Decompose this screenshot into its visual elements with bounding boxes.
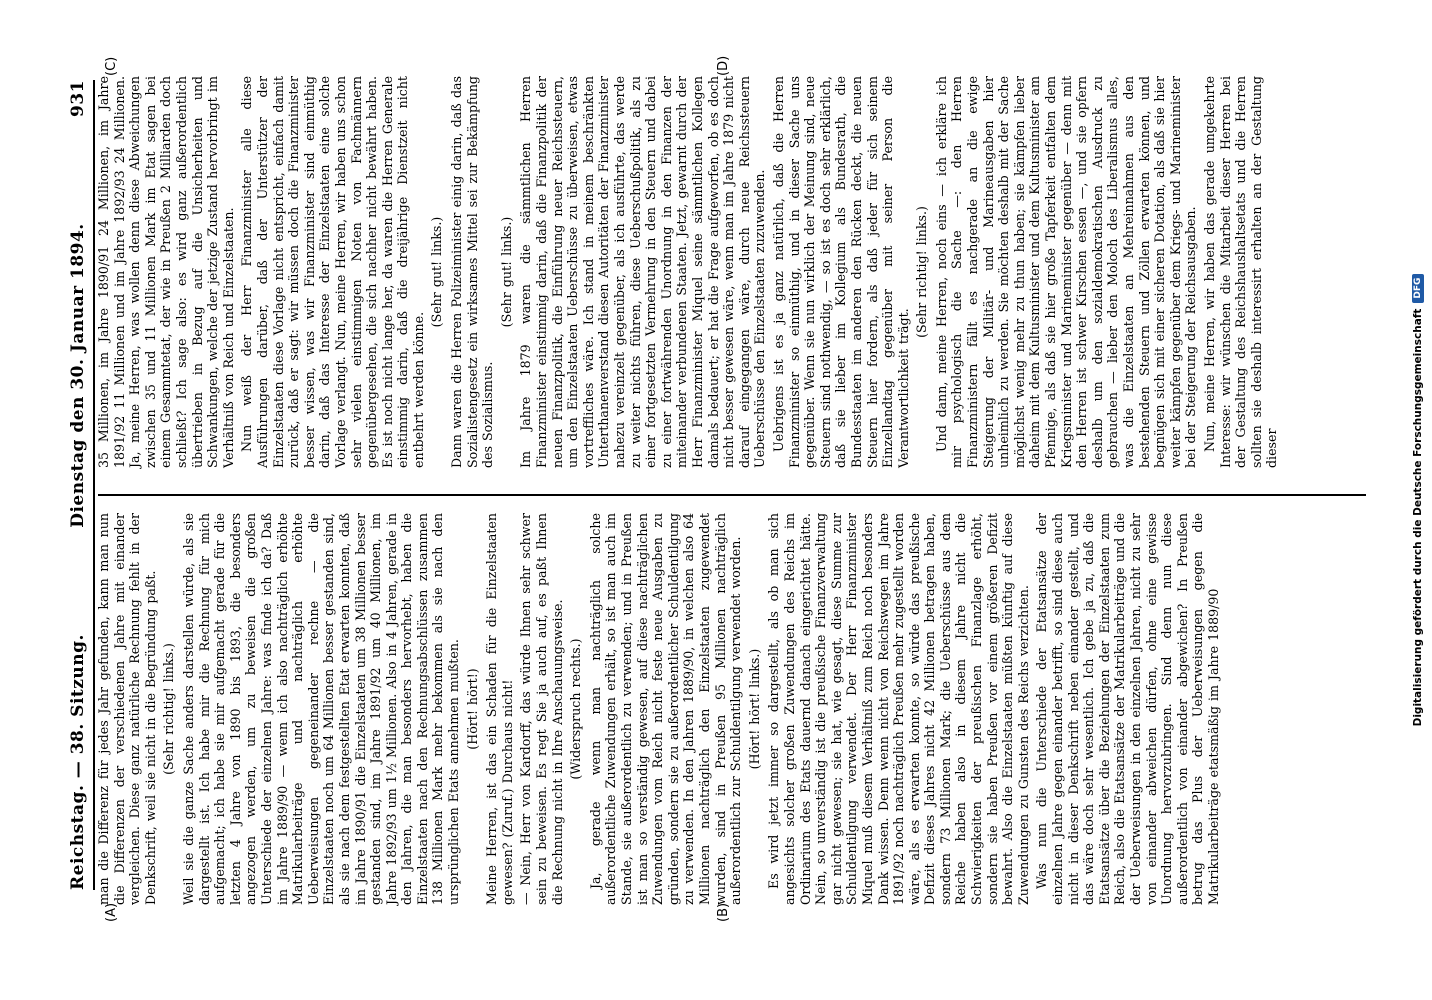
margin-marker-d: (D): [716, 55, 731, 76]
paragraph: Was nun die Unterschiede der Etatsansätze der einzelnen Jahre gegen einander betrifft, so sind diese auch nicht in dieser Denkschrift neben einander gestellt, und das wäre doch sehr wesentlich. Ich gebe ja zu, daß die Etatsansätze über die Beziehungen der Einzelstaaten zum Reich, also die Etatsansätze der Matrikularbeiträge und die der Ueberweisungen in den einzelnen Jahren, nicht zu sehr von einander abweichen dürfen, ohne eine gewisse Unordnung hervorzubringen. Sind denn nun diese außerordentlich von einander abgewichen? In Preußen betrug das Plus der Ueberweisungen gegen die Matrikularbeiträge etatsmäßig im Jahre 1889/90: [1034, 513, 1221, 905]
paragraph: Uebrigens ist es ja ganz natürlich, daß die Herren Finanzminister so einmüthig, und in dieser Sache uns gegenüber. Wenn sie nun wirklich der Meinung sind, neue Steuern sind nothwendig, — so ist es doch sehr erklärlich, daß sie lieber im Kollegium als Bundesrath, die Bundesstaaten im anderen den Rücken deckt, die neuen Steuern hier fordern, als daß jeder für sich seinem Einzellandtag gegenüber mit seiner Person die Verantwortlichkeit trägt.: [770, 76, 911, 468]
margin-marker-c: (C): [104, 56, 119, 76]
paragraph: Nun, meine Herren, wir haben das gerade umgekehrte Interesse: wir wünschen die Mitarbeit dieser Herren bei der Gestaltung des Reichshaushaltsetats und die Herren sollten sie deshalb interessirt erhalten an der Gestaltung dieser: [1201, 76, 1280, 468]
header-date: Dienstag den 30. Januar 1894.: [68, 223, 88, 528]
footer-text: Digitalisierung gefördert durch die Deutsche Forschungsgemeinschaft: [1412, 308, 1424, 727]
paragraph: Und dann, meine Herren, noch eins — ich erkläre ich mir psychologisch die Sache —: den Herren Finanzministern fällt es nachgerade an die ewige Steigerung der Militär- und Marineausgaben hier unheimlich zu werden. Sie möchten deshalb mit der Sache möglichst wenig mehr zu thun haben; sie kämpfen lieber daheim mit dem Kultusminister und dem Kultusminister am Pfennige, als daß sie hier große Tapferkeit entfalten dem Kriegsminister und Marineminister gegenüber — denn mit den Herren ist schwer Kirschen essen —, und sie opfern deshalb um den sozialdemokratischen Ausdruck zu gebrauchen — lieber den Moloch des Liberalismus alles, was die Einzelstaaten an Mehreinnahmen aus den bestehenden Steuern und Zöllen erwarten können, und begnügen sich mit einer sicheren Dotation, als daß sie hier weiter kämpfen gegenüber dem Kriegs- und Marineminister bei der Steigerung der Reichsausgaben.: [933, 76, 1199, 468]
interjection: (Sehr gut! links.): [429, 216, 445, 328]
dfg-logo: DFG: [1412, 274, 1424, 303]
interjection: (Hört! hört!): [464, 668, 480, 750]
header-left: Reichstag. — 38. Sitzung.: [68, 634, 88, 890]
paragraph: 35 Millionen, im Jahre 1890/91 24 Millionen, im Jahre 1891/92 11 Millionen und im Jahre 1892/93 24 Millionen. Ja, meine Herren, was wollen denn diese Abweichungen zwischen 35 und 11 Millionen Mark im Etat sagen bei einem Gesammtetat, der wie in Preußen 2 Milliarden doch schließt? Ich sage also: es wird ganz außerordentlich übertrieben in Bezug auf die Unsicherheiten und Schwankungen, welche der jetzige Zustand hervorbringt im Verhältniß von Reich und Einzelstaaten.: [96, 76, 236, 468]
paragraph: Nun weiß der Herr Finanzminister alle diese Ausführungen darüber, daß der Unterstützer der Einzelstaaten diese Vorlage nicht entspricht, einfach damit zurück, daß er sagt: wir müssen doch die Finanzminister besser wissen, was wir Finanzminister sind einmüthig darin, daß das Interesse der Einzelstaaten eine solche Vorlage verlangt. Nun, meine Herren, wir haben uns schon sehr vielen einstimmigen Noten von Fachmännern gegenübergesehen, die sich nachher nicht bewährt haben. Es ist noch nicht lange her, da waren die Herren Generale einstimmig darin, daß die dreijährige Dienstzeit nicht entbehrt werden könne.: [239, 76, 426, 468]
paragraph: Dann waren die Herren Polizeiminister einig darin, daß das Sozialistengesetz ein wirksames Mittel sei zur Bekämpfung des Sozialismus.: [449, 76, 496, 468]
column-divider: [98, 494, 1366, 496]
interjection: (Hört! hört! links.): [746, 648, 762, 770]
paragraph: — Nein, Herr von Kardorff, das würde Ihnen sehr schwer sein zu beweisen. Es regt Sie ja auch auf, es paßt Ihnen die Rechnung nicht in Ihre Anschauungsweise.: [518, 513, 565, 905]
digitization-footer: [1404, 0, 1432, 1000]
paragraph: Im Jahre 1879 waren die sämmtlichen Herren Finanzminister einstimmig darin, daß die Finanzpolitik der neuen Finanzpolitik, die Einführung neuer Reichssteuern, um den Einzelstaaten Ueberschüsse zu überweisen, etwas vortreffliches wäre. Ich stand in meinem beschränkten Unterthanenverstand diesen Autoritäten der Finanzminister nahezu vereinzelt gegenüber, als ich ausführte, das werde zu weiter nichts führen, diese Ueberschußpolitik, als zu einer fortgesetzten Vermehrung in den Steuern und dabei zu einer fortwährenden Unordnung in den Finanzen der miteinander verbundenen Staaten. Jetzt, gewarnt durch der Herr Finanzminister Miquel seine sämmtlichen Kollegen damals bedauert; er hat die Frage aufgeworfen, ob es doch nicht besser gewesen wäre, wenn man im Jahre 1879 nicht darauf eingegangen wäre, durch neue Reichssteuern Ueberschüsse den Einzelstaaten zuzuwenden.: [518, 76, 768, 468]
running-header: [63, 80, 95, 890]
paragraph: man die Differenz für jedes Jahr gefunden, kann man nun die Differenzen der verschiedenen Jahre mit einander vergleichen. Diese ganz natürliche Rechnung fehlt in der Denkschrift, weil sie nicht in die Begründung paßt.: [96, 513, 158, 905]
margin-marker-a: (A): [104, 902, 119, 922]
paragraph: Es wird jetzt immer so dargestellt, als ob man sich angesichts solcher großen Zuwendungen des Reichs im Ordinarium des Etats dauernd danach eingerichtet hätte. Nein, so unverständig ist die preußische Finanzverwaltung gar nicht gewesen; sie hat, wie gesagt, diese Summe zur Schuldentilgung verwendet. Der Herr Finanzminister Miquel muß diesem Verhältniß zum Reich noch besonders Dank wissen. Denn wenn nicht von Reichswegen im Jahre 1891/92 noch nachträglich Preußen mehr zugestellt worden wäre, als es erwarten konnte, so würde das preußische Defizit dieses Jahres nicht 42 Millionen betragen haben, sondern 73 Millionen Mark; die Ueberschüsse aus dem Reiche haben also in diesem Jahre nicht die Schwierigkeiten der preußischen Finanzlage erhöht, sondern sie haben Preußen vor einem größeren Defizit bewahrt. Also die Einzelstaaten müßten künftig auf diese Zuwendungen zu Gunsten des Reichs verzichten.: [766, 513, 1031, 905]
page-number: 931: [68, 80, 88, 117]
paragraph: Ja, gerade wenn man nachträglich solche außerordentliche Zuwendungen erhält, so ist man auch im Stande, sie außerordentlich zu verwenden; und in Preußen ist man so verständig gewesen, auf diese nachträglichen Zuwendungen vom Reich nicht feste neue Ausgaben zu gründen, sondern sie zu außerordentlicher Schuldentilgung zu verwenden. In den Jahren 1889/90, in welchen also 64 Millionen nachträglich den Einzelstaaten zugewendet wurden, sind in Preußen 95 Millionen nachträglich außerordentlich zur Schuldentilgung verwendet worden.: [587, 513, 744, 905]
text-column-left: [96, 513, 1358, 905]
text-column-right: [96, 76, 1358, 468]
interjection: (Sehr gut! links.): [498, 216, 514, 328]
interjection: (Sehr richtig! links.): [161, 643, 177, 775]
interjection: (Sehr richtig! links.): [914, 206, 930, 338]
paragraph: Weil sie die ganze Sache anders darstellen würde, als sie dargestellt ist. Ich habe mir die Rechnung für mich aufgemacht; ich habe sie mir aufgemacht gerade für die letzten 4 Jahre von 1890 bis 1893, die besonders angezogen werden, um zu beweisen die großen Unterschiede der einzelnen Jahre: was finde ich da? Daß im Jahre 1889/90 — wenn ich also nachträglich erhöhte Matrikularbeiträge und nachträglich erhöhte Ueberweisungen gegeneinander rechne — die Einzelstaaten noch um 64 Millionen besser gestanden sind, als sie nach dem festgestellten Etat erwarten konnten, daß im Jahre 1890/91 die Einzelstaaten um 38 Millionen besser gestanden sind, im Jahre 1891/92 um 40 Millionen, im Jahre 1892/93 um 1½ Millionen. Also in 4 Jahren, gerade in den Jahren, die man besonders hervorhebt, haben die Einzelstaaten nach den Rechnungsabschlüssen zusammen 138 Millionen Mark mehr bekommen als sie nach den ursprünglichen Etats annehmen mußten.: [180, 513, 462, 905]
paragraph: Meine Herren, ist das ein Schaden für die Einzelstaaten gewesen? (Zuruf.) Durchaus nicht!: [484, 513, 515, 905]
interjection: (Widerspruch rechts.): [568, 638, 584, 780]
margin-marker-b: (B): [716, 902, 731, 922]
